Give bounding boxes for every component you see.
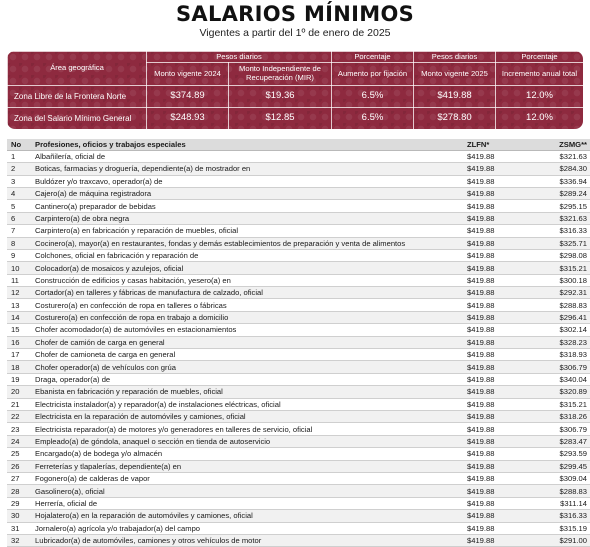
zsmg-value: $306.79 [529, 361, 590, 373]
zlfn-value: $419.88 [467, 336, 529, 348]
zsmg-value: $299.45 [529, 460, 590, 472]
row-number: 14 [7, 311, 35, 323]
zone-label: Zona del Salario Mínimo General [8, 108, 147, 130]
zlfn-value: $419.88 [467, 324, 529, 336]
zsmg-value: $328.23 [529, 336, 590, 348]
row-number: 30 [7, 510, 35, 522]
profession-name: Costurero(a) en confección de ropa en trabajo a domicilio [35, 311, 467, 323]
table-row [7, 324, 590, 336]
zsmg-value: $288.83 [529, 299, 590, 311]
page-title: SALARIOS MÍNIMOS [175, 2, 415, 26]
table-row [7, 200, 590, 212]
zlfn-value: $419.88 [467, 411, 529, 423]
zsmg-value: $293.59 [529, 448, 590, 460]
header-mir: Monto Independiente de Recuperación (MIR) [229, 63, 332, 86]
zsmg-value: $295.15 [529, 200, 590, 212]
profession-name: Colchones, oficial en fabricación y reparación de [35, 249, 467, 261]
zlfn-value: $419.88 [467, 373, 529, 385]
zlfn-value: $419.88 [467, 150, 529, 162]
zsmg-value: $318.93 [529, 349, 590, 361]
table-row [7, 435, 590, 447]
profession-name: Cajero(a) de máquina registradora [35, 187, 467, 199]
zlfn-value: $419.88 [467, 249, 529, 261]
table-row [7, 522, 590, 534]
zlfn-value: $419.88 [467, 311, 529, 323]
mir-value: $12.85 [229, 108, 332, 130]
table-row [7, 287, 590, 299]
header-zsmg: ZSMG** [529, 139, 590, 150]
zsmg-value: $315.21 [529, 262, 590, 274]
group-header-pesos-diarios-2025: Pesos diarios [414, 52, 496, 63]
professions-body [7, 150, 590, 547]
incremento-value: 12.0% [496, 86, 584, 108]
profession-name: Lubricador(a) de automóviles, camiones y otros vehículos de motor [35, 534, 467, 546]
profession-name: Carpintero(a) en fabricación y reparación de muebles, oficial [35, 225, 467, 237]
monto-2025-value: $419.88 [414, 86, 496, 108]
zlfn-value: $419.88 [467, 361, 529, 373]
zlfn-value: $419.88 [467, 472, 529, 484]
table-row [7, 534, 590, 546]
header-zlfn: ZLFN* [467, 139, 529, 150]
row-number: 16 [7, 336, 35, 348]
profession-name: Carpintero(a) de obra negra [35, 212, 467, 224]
zone-label: Zona Libre de la Frontera Norte [8, 86, 147, 108]
row-number: 27 [7, 472, 35, 484]
table-row [7, 311, 590, 323]
row-number: 17 [7, 349, 35, 361]
zlfn-value: $419.88 [467, 163, 529, 175]
zsmg-value: $284.30 [529, 163, 590, 175]
zsmg-value: $283.47 [529, 435, 590, 447]
zsmg-value: $296.41 [529, 311, 590, 323]
table-row [7, 187, 590, 199]
profession-name: Jornalero(a) agrícola y/o trabajador(a) del campo [35, 522, 467, 534]
zsmg-value: $316.33 [529, 510, 590, 522]
profession-name: Albañilería, oficial de [35, 150, 467, 162]
profession-name: Chofer acomodador(a) de automóviles en estacionamientos [35, 324, 467, 336]
zlfn-value: $419.88 [467, 386, 529, 398]
zsmg-value: $291.00 [529, 534, 590, 546]
group-header-porcentaje: Porcentaje [332, 52, 414, 63]
zlfn-value: $419.88 [467, 534, 529, 546]
page-subtitle: Vigentes a partir del 1º de enero de 2025 [199, 27, 391, 39]
row-number: 4 [7, 187, 35, 199]
row-number: 12 [7, 287, 35, 299]
row-number: 3 [7, 175, 35, 187]
profession-name: Electricista instalador(a) y reparador(a) de instalaciones eléctricas, oficial [35, 398, 467, 410]
row-number: 1 [7, 150, 35, 162]
mir-value: $19.36 [229, 86, 332, 108]
row-number: 7 [7, 225, 35, 237]
profession-name: Ferreterías y tlapalerías, dependiente(a) en [35, 460, 467, 472]
row-number: 11 [7, 274, 35, 286]
table-row [7, 386, 590, 398]
profession-name: Chofer de camión de carga en general [35, 336, 467, 348]
zlfn-value: $419.88 [467, 448, 529, 460]
zlfn-value: $419.88 [467, 237, 529, 249]
zsmg-value: $298.08 [529, 249, 590, 261]
profession-name: Costurero(a) en confección de ropa en talleres o fábricas [35, 299, 467, 311]
table-row [7, 336, 590, 348]
table-row [7, 497, 590, 509]
zlfn-value: $419.88 [467, 460, 529, 472]
zsmg-value: $340.04 [529, 373, 590, 385]
row-number: 28 [7, 485, 35, 497]
row-number: 31 [7, 522, 35, 534]
zlfn-value: $419.88 [467, 435, 529, 447]
row-number: 20 [7, 386, 35, 398]
profession-name: Draga, operador(a) de [35, 373, 467, 385]
zsmg-value: $318.26 [529, 411, 590, 423]
table-row [7, 398, 590, 410]
zlfn-value: $419.88 [467, 423, 529, 435]
table-row [7, 485, 590, 497]
summary-table [7, 51, 583, 129]
group-header-porcentaje-anual: Porcentaje [496, 52, 584, 63]
row-number: 22 [7, 411, 35, 423]
zlfn-value: $419.88 [467, 510, 529, 522]
profession-name: Cortador(a) en talleres y fábricas de manufactura de calzado, oficial [35, 287, 467, 299]
summary-row-zlfn [8, 86, 584, 108]
zsmg-value: $288.83 [529, 485, 590, 497]
zlfn-value: $419.88 [467, 497, 529, 509]
summary-row-zsmg [8, 108, 584, 130]
profession-name: Construcción de edificios y casas habitación, yesero(a) en [35, 274, 467, 286]
group-header-pesos-diarios: Pesos diarios [147, 52, 332, 63]
table-row [7, 212, 590, 224]
table-row [7, 349, 590, 361]
table-row [7, 249, 590, 261]
monto-2025-value: $278.80 [414, 108, 496, 130]
header-monto-vigente-2024: Monto vigente 2024 [147, 63, 229, 86]
profession-name: Boticas, farmacias y droguería, dependiente(a) de mostrador en [35, 163, 467, 175]
zlfn-value: $419.88 [467, 274, 529, 286]
zsmg-value: $292.31 [529, 287, 590, 299]
zlfn-value: $419.88 [467, 398, 529, 410]
header-no: No [7, 139, 35, 150]
table-row [7, 361, 590, 373]
table-row [7, 448, 590, 460]
zlfn-value: $419.88 [467, 225, 529, 237]
row-number: 5 [7, 200, 35, 212]
row-number: 23 [7, 423, 35, 435]
profession-name: Chofer de camioneta de carga en general [35, 349, 467, 361]
row-number: 26 [7, 460, 35, 472]
table-row [7, 299, 590, 311]
zsmg-value: $311.14 [529, 497, 590, 509]
zsmg-value: $315.19 [529, 522, 590, 534]
zsmg-value: $321.63 [529, 150, 590, 162]
header-profesiones: Profesiones, oficios y trabajos especiales [35, 139, 467, 150]
zlfn-value: $419.88 [467, 287, 529, 299]
zlfn-value: $419.88 [467, 522, 529, 534]
profession-name: Encargado(a) de bodega y/o almacén [35, 448, 467, 460]
professions-header-row [7, 139, 590, 150]
zsmg-value: $300.18 [529, 274, 590, 286]
table-row [7, 460, 590, 472]
profession-name: Herrería, oficial de [35, 497, 467, 509]
header-aumento: Aumento por fijación [332, 63, 414, 86]
row-number: 19 [7, 373, 35, 385]
table-row [7, 262, 590, 274]
row-number: 18 [7, 361, 35, 373]
profession-name: Fogonero(a) de calderas de vapor [35, 472, 467, 484]
row-number: 13 [7, 299, 35, 311]
zsmg-value: $336.94 [529, 175, 590, 187]
row-number: 6 [7, 212, 35, 224]
table-row [7, 411, 590, 423]
zsmg-value: $320.89 [529, 386, 590, 398]
row-number: 32 [7, 534, 35, 546]
row-number: 15 [7, 324, 35, 336]
profession-name: Cocinero(a), mayor(a) en restaurantes, fondas y demás establecimientos de preparación y venta de alimentos [35, 237, 467, 249]
header-incremento-anual: Incremento anual total [496, 63, 584, 86]
zsmg-value: $321.63 [529, 212, 590, 224]
row-number: 8 [7, 237, 35, 249]
profession-name: Chofer operador(a) de vehículos con grúa [35, 361, 467, 373]
table-row [7, 150, 590, 162]
zlfn-value: $419.88 [467, 349, 529, 361]
zsmg-value: $325.71 [529, 237, 590, 249]
profession-name: Ebanista en fabricación y reparación de muebles, oficial [35, 386, 467, 398]
profession-name: Gasolinero(a), oficial [35, 485, 467, 497]
table-row [7, 163, 590, 175]
area-header: Área geográfica [8, 52, 147, 86]
profession-name: Cantinero(a) preparador de bebidas [35, 200, 467, 212]
zlfn-value: $419.88 [467, 299, 529, 311]
zsmg-value: $316.33 [529, 225, 590, 237]
row-number: 9 [7, 249, 35, 261]
zlfn-value: $419.88 [467, 212, 529, 224]
table-row [7, 373, 590, 385]
profession-name: Buldózer y/o traxcavo, operador(a) de [35, 175, 467, 187]
zlfn-value: $419.88 [467, 262, 529, 274]
zsmg-value: $315.21 [529, 398, 590, 410]
table-row [7, 510, 590, 522]
profession-name: Hojalatero(a) en la reparación de automóviles y camiones, oficial [35, 510, 467, 522]
row-number: 10 [7, 262, 35, 274]
aumento-value: 6.5% [332, 108, 414, 130]
monto-2024-value: $248.93 [147, 108, 229, 130]
table-row [7, 175, 590, 187]
incremento-value: 12.0% [496, 108, 584, 130]
table-row [7, 274, 590, 286]
row-number: 24 [7, 435, 35, 447]
table-row [7, 225, 590, 237]
table-row [7, 472, 590, 484]
header-monto-vigente-2025: Monto vigente 2025 [414, 63, 496, 86]
zlfn-value: $419.88 [467, 485, 529, 497]
monto-2024-value: $374.89 [147, 86, 229, 108]
zlfn-value: $419.88 [467, 187, 529, 199]
zsmg-value: $302.14 [529, 324, 590, 336]
zsmg-value: $289.24 [529, 187, 590, 199]
table-row [7, 237, 590, 249]
profession-name: Empleado(a) de góndola, anaquel o sección en tienda de autoservicio [35, 435, 467, 447]
professions-table [7, 139, 590, 547]
row-number: 25 [7, 448, 35, 460]
zlfn-value: $419.88 [467, 200, 529, 212]
table-row [7, 423, 590, 435]
zsmg-value: $309.04 [529, 472, 590, 484]
row-number: 21 [7, 398, 35, 410]
row-number: 2 [7, 163, 35, 175]
zsmg-value: $306.79 [529, 423, 590, 435]
profession-name: Electricista en la reparación de automóviles y camiones, oficial [35, 411, 467, 423]
aumento-value: 6.5% [332, 86, 414, 108]
profession-name: Colocador(a) de mosaicos y azulejos, oficial [35, 262, 467, 274]
profession-name: Electricista reparador(a) de motores y/o generadores en talleres de servicio, oficial [35, 423, 467, 435]
row-number: 29 [7, 497, 35, 509]
zlfn-value: $419.88 [467, 175, 529, 187]
